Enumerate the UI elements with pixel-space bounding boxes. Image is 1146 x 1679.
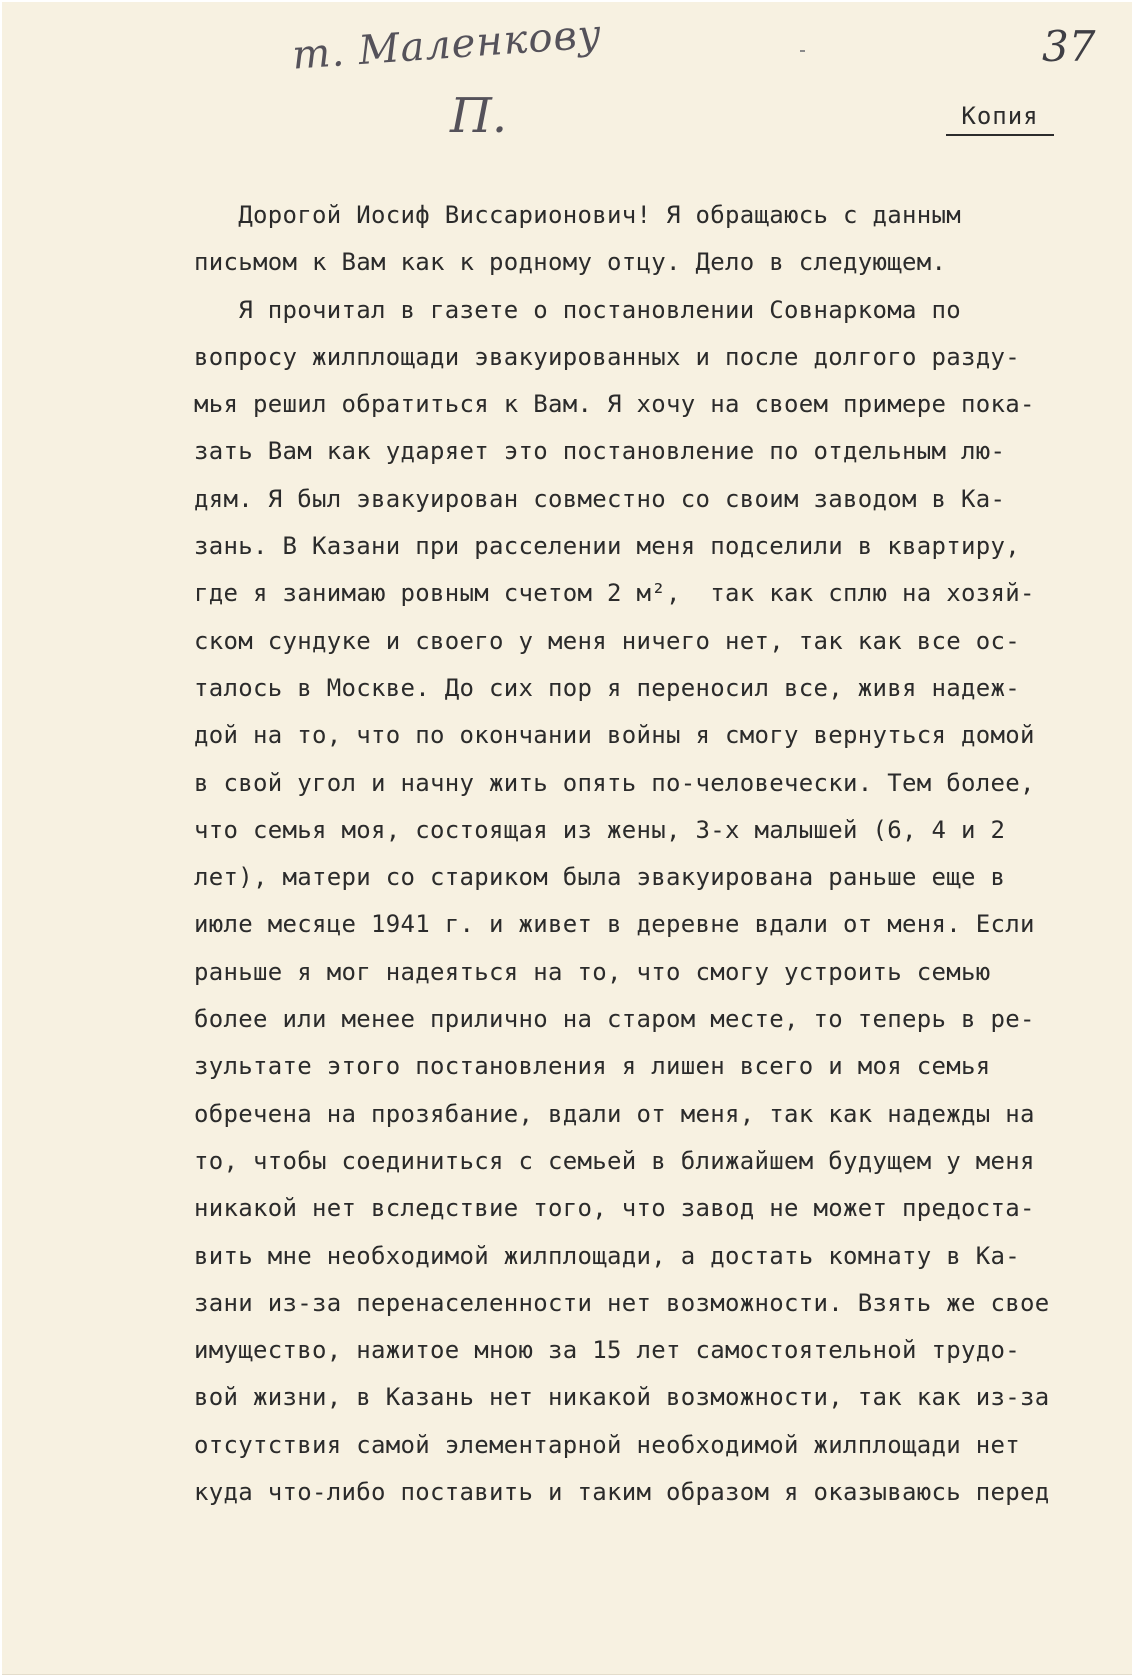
page-number: 37 [1042, 22, 1096, 71]
text-line: зани из-за перенаселенности нет возможности. Взять же свое [194, 1288, 1050, 1317]
text-line: дям. Я был эвакуирован совместно со своим заводом в Ка- [194, 484, 1006, 513]
text-line: лет), матери со стариком была эвакуирована раньше еще в [194, 863, 1006, 892]
text-line: обречена на прозябание, вдали от меня, так как надежды на [194, 1099, 1035, 1128]
pencil-mark [800, 50, 805, 52]
page-margin [1132, 0, 1146, 1679]
text-line: письмом к Вам как к родному отцу. Дело в следующем. [194, 248, 947, 277]
text-line: ском сундуке и своего у меня ничего нет, так как все ос- [194, 626, 1020, 655]
text-line: куда что-либо поставить и таким образом я оказываюсь перед [194, 1478, 1050, 1507]
text-line: мья решил обратиться к Вам. Я хочу на своем примере пока- [194, 390, 1035, 419]
text-line: вопросу жилплощади эвакуированных и после долгого разду- [194, 342, 1020, 371]
text-line: отсутствия самой элементарной необходимой жилплощади нет [194, 1430, 1020, 1459]
text-line: вой жизни, в Казань нет никакой возможности, так как из-за [194, 1383, 1050, 1412]
text-line: вить мне необходимой жилплощади, а достать комнату в Ка- [194, 1241, 1020, 1270]
text-line: то, чтобы соединиться с семьей в ближайшем будущем у меня [194, 1146, 1035, 1175]
handwritten-initial: П. [450, 88, 508, 144]
letter-body [194, 192, 1104, 1516]
copy-label: Копия [946, 102, 1054, 136]
text-line: Я прочитал в газете о постановлении Совнаркома по [194, 295, 961, 324]
text-line: зань. В Казани при расселении меня подселили в квартиру, [194, 532, 1020, 561]
text-line: что семья моя, состоящая из жены, 3-х малышей (6, 4 и 2 [194, 815, 1006, 844]
text-line: имущество, нажитое мною за 15 лет самостоятельной трудо- [194, 1336, 1020, 1365]
text-line: зать Вам как ударяет это постановление по отдельным лю- [194, 437, 1006, 466]
text-line: июле месяце 1941 г. и живет в деревне вдали от меня. Если [194, 910, 1035, 939]
text-line: раньше я мог надеяться на то, что смогу устроить семью [194, 957, 991, 986]
text-line: талось в Москве. До сих пор я переносил все, живя надеж- [194, 673, 1020, 702]
text-line: Дорогой Иосиф Виссарионович! Я обращаюсь с данным [194, 201, 961, 229]
text-line: никакой нет вследствие того, что завод не может предоста- [194, 1194, 1035, 1223]
text-line: дой на то, что по окончании войны я смогу вернуться домой [194, 721, 1035, 750]
text-line: в свой угол и начну жить опять по-человечески. Тем более, [194, 768, 1035, 797]
text-line: зультате этого постановления я лишен всего и моя семья [194, 1052, 991, 1081]
text-line: более или менее прилично на старом месте, то теперь в ре- [194, 1005, 1035, 1034]
text-line: где я занимаю ровным счетом 2 м², так как сплю на хозяй- [194, 579, 1035, 608]
handwritten-addressee-note: т. Маленкову [290, 11, 604, 79]
